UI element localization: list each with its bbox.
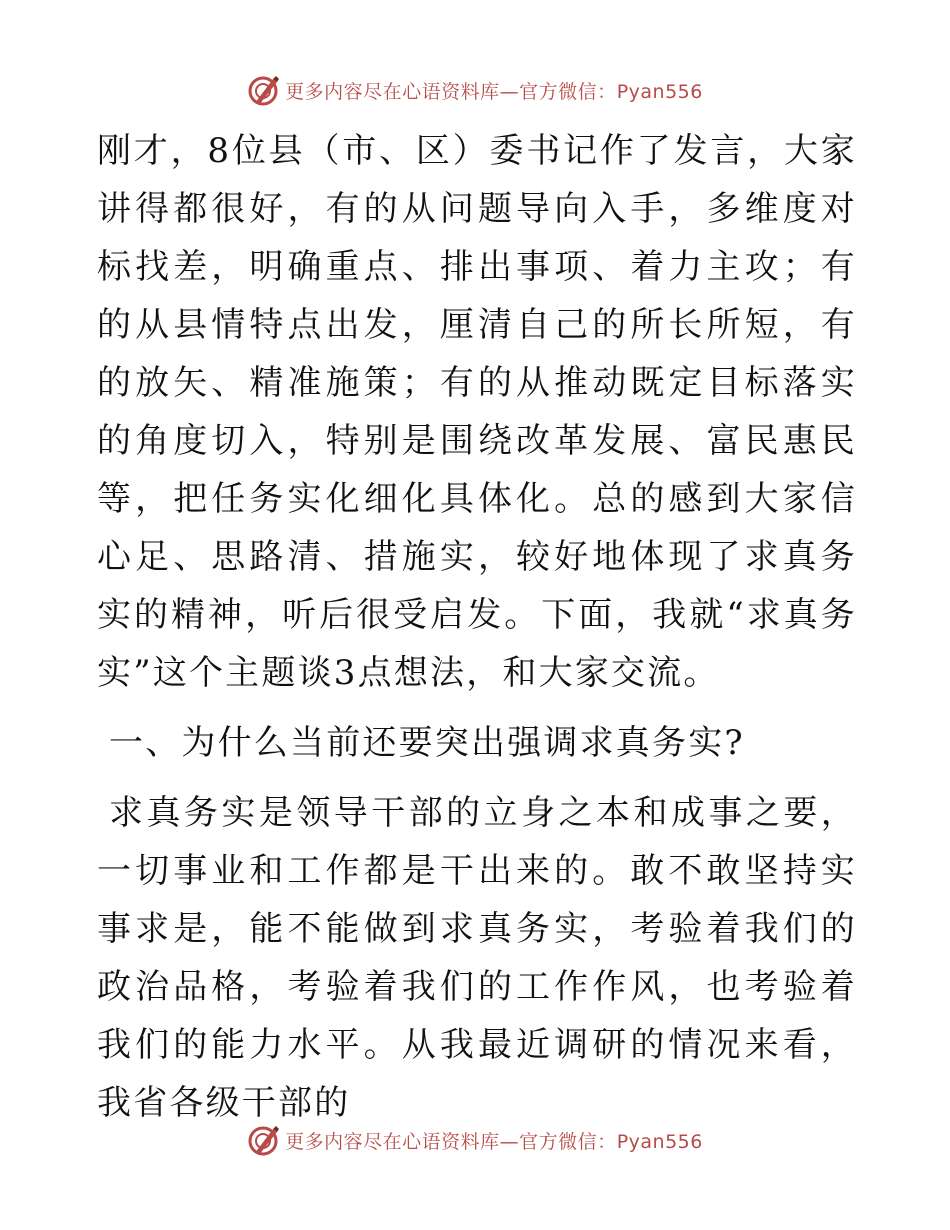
section-heading-1: 一、为什么当前还要突出强调求真务实? bbox=[109, 723, 745, 763]
document-body bbox=[97, 122, 857, 1132]
banner-wechat-label: 官方微信： bbox=[519, 1130, 617, 1153]
banner-wechat-label: 官方微信： bbox=[519, 80, 617, 103]
header-banner-inner bbox=[247, 73, 703, 107]
banner-wechat-id: Pyan556 bbox=[616, 80, 703, 103]
banner-main-text: 更多内容尽在心语资料库 bbox=[285, 1130, 500, 1153]
pen-logo-icon bbox=[247, 1123, 281, 1157]
banner-wechat-id: Pyan556 bbox=[616, 1130, 703, 1153]
banner-separator: — bbox=[499, 80, 520, 103]
pen-logo-icon bbox=[247, 73, 281, 107]
footer-banner-text bbox=[285, 1127, 703, 1154]
footer-banner-inner bbox=[247, 1123, 703, 1157]
banner-main-text: 更多内容尽在心语资料库 bbox=[285, 80, 500, 103]
header-banner-text bbox=[285, 77, 703, 104]
paragraph-section-1: 求真务实是领导干部的立身之本和成事之要，一切事业和工作都是干出来的。敢不敢坚持实事求是，能不能做到求真务实，考验着我们的政治品格，考验着我们的工作作风，也考验着我们的能力水平。从我最近调研的情况来看，我省各级干部的 bbox=[97, 793, 857, 1123]
header-banner bbox=[0, 70, 950, 110]
banner-separator: — bbox=[499, 1130, 520, 1153]
paragraph-intro: 刚才，8位县（市、区）委书记作了发言，大家讲得都很好，有的从问题导向入手，多维度对标找差，明确重点、排出事项、着力主攻；有的从县情特点出发，厘清自己的所长所短，有的放矢、精准施策；有的从推动既定目标落实的角度切入，特别是围绕改革发展、富民惠民等，把任务实化细化具体化。总的感到大家信心足、思路清、措施实，较好地体现了求真务实的精神，听后很受启发。下面，我就“求真务实”这个主题谈3点想法，和大家交流。 bbox=[97, 131, 857, 693]
footer-banner bbox=[0, 1120, 950, 1160]
